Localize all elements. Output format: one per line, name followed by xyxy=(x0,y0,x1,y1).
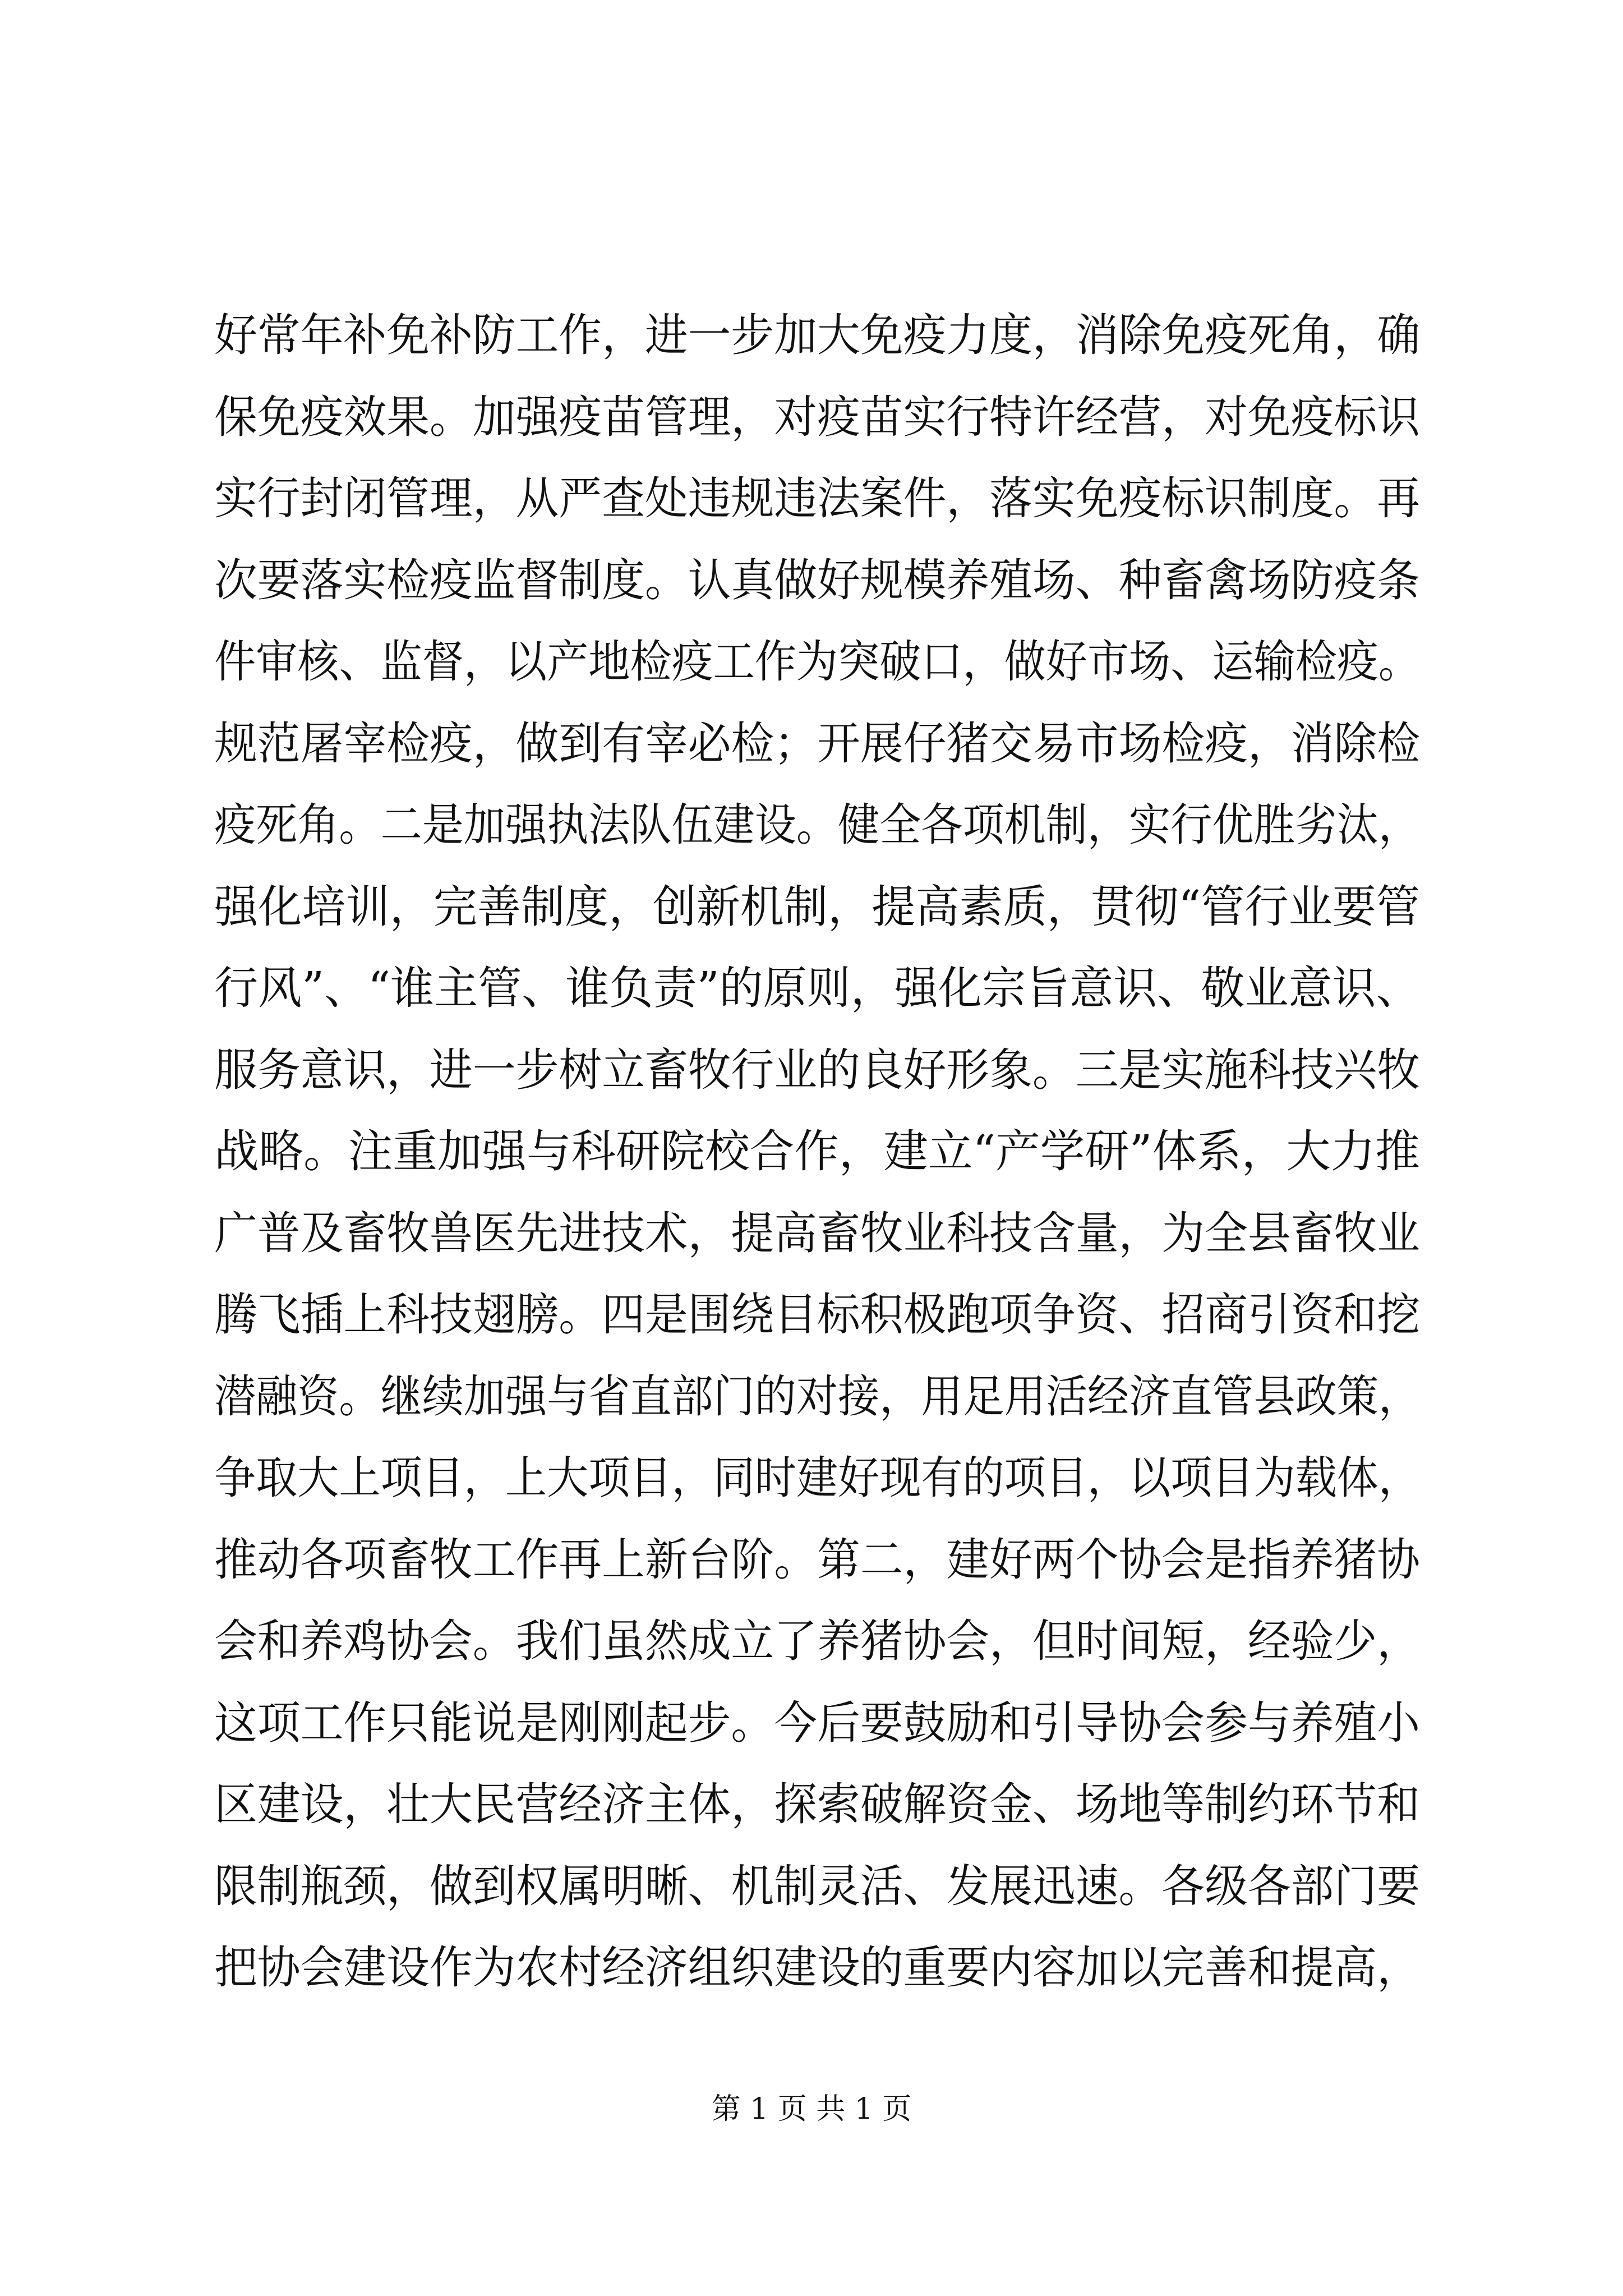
text-line: 次要落实检疫监督制度。认真做好规模养殖场、种畜禽场防疫条 xyxy=(214,554,1420,606)
text-line: 区建设，壮大民营经济主体，探索破解资金、场地等制约环节和 xyxy=(214,1778,1420,1830)
text-line: 广普及畜牧兽医先进技术，提高畜牧业科技含量，为全县畜牧业 xyxy=(214,1207,1420,1259)
text-line: 推动各项畜牧工作再上新台阶。第二，建好两个协会是指养猪协 xyxy=(214,1533,1420,1586)
text-line: 疫死角。二是加强执法队伍建设。健全各项机制，实行优胜劣汰， xyxy=(214,799,1420,851)
text-line: 这项工作只能说是刚刚起步。今后要鼓励和引导协会参与养殖小 xyxy=(214,1696,1420,1749)
text-line: 限制瓶颈，做到权属明晰、机制灵活、发展迅速。各级各部门要 xyxy=(214,1860,1420,1912)
text-line: 保免疫效果。加强疫苗管理，对疫苗实行特许经营，对免疫标识 xyxy=(214,390,1420,443)
text-line: 服务意识，进一步树立畜牧行业的良好形象。三是实施科技兴牧 xyxy=(214,1043,1420,1096)
text-line: 会和养鸡协会。我们虽然成立了养猪协会，但时间短，经验少， xyxy=(214,1615,1420,1667)
text-line: 把协会建设作为农村经济组织建设的重要内容加以完善和提高， xyxy=(214,1941,1420,1994)
page-footer: 第 1 页 共 1 页 xyxy=(711,2092,912,2126)
text-line: 腾飞插上科技翅膀。四是围绕目标积极跑项争资、招商引资和挖 xyxy=(214,1289,1420,1341)
text-line: 战略。注重加强与科研院校合作，建立“产学研”体系，大力推 xyxy=(214,1125,1420,1177)
text-line: 行风”、“谁主管、谁负责”的原则，强化宗旨意识、敬业意识、 xyxy=(214,962,1420,1014)
text-line: 潜融资。继续加强与省直部门的对接，用足用活经济直管县政策， xyxy=(214,1370,1420,1423)
text-line: 实行封闭管理，从严查处违规违法案件，落实免疫标识制度。再 xyxy=(214,472,1420,524)
text-line: 争取大上项目，上大项目，同时建好现有的项目，以项目为载体， xyxy=(214,1452,1420,1504)
text-line: 件审核、监督，以产地检疫工作为突破口，做好市场、运输检疫。 xyxy=(214,636,1420,688)
text-line: 强化培训，完善制度，创新机制，提高素质，贯彻“管行业要管 xyxy=(214,880,1420,933)
text-line: 规范屠宰检疫，做到有宰必检；开展仔猪交易市场检疫，消除检 xyxy=(214,717,1420,770)
text-line: 好常年补免补防工作，进一步加大免疫力度，消除免疫死角，确 xyxy=(214,309,1420,361)
